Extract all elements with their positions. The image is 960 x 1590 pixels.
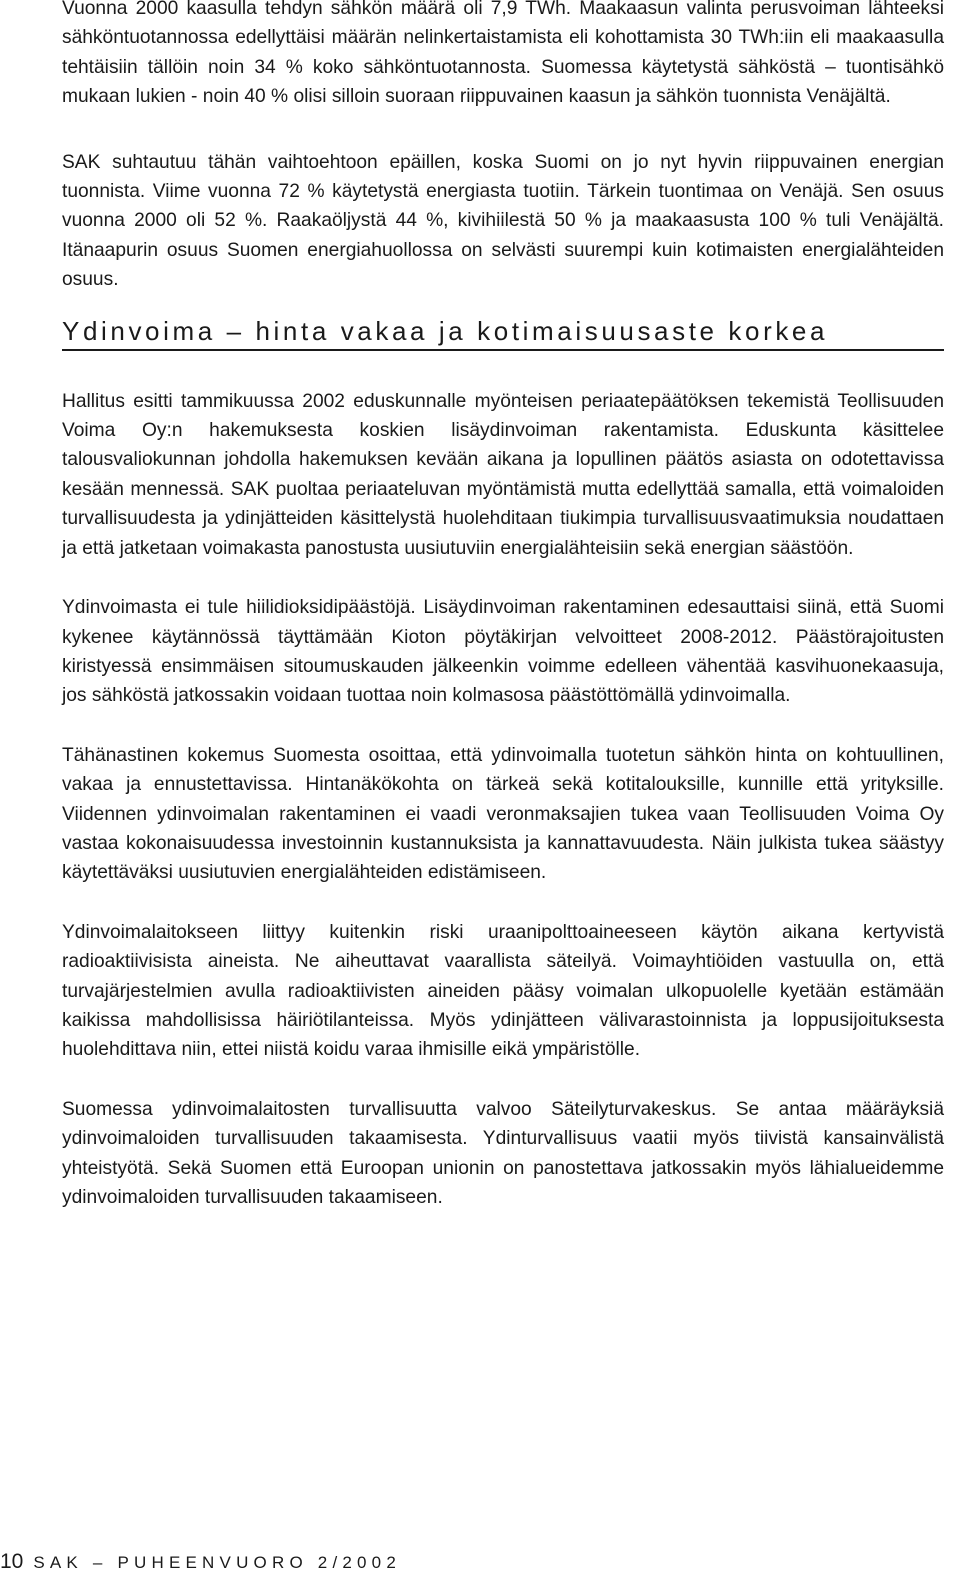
heading-underline [62, 349, 944, 351]
paragraph-gap [62, 888, 944, 918]
paragraph-gap [62, 563, 944, 593]
section-heading: Ydinvoima – hinta vakaa ja kotimaisuusaste korkea [62, 315, 829, 346]
paragraph-gap [62, 118, 944, 148]
paragraph-emissions: Ydinvoimasta ei tule hiilidioksidipäästöjä. Lisäydinvoiman rakentaminen edesauttaisi siinä, että Suomi kykenee käytännössä täyttämään Kioton pöytäkirjan velvoitteet 2008-2012. Päästörajoitusten kiristyessä ensimmäisen sitoumuskauden jälkeenkin voimme edelleen vähentää kasvihuonekaasuja, jos sähköstä jatkossakin voidaan tuottaa noin kolmasosa päästöttömällä ydinvoimalla. [62, 597, 944, 707]
paragraph-price-stability: Tähänastinen kokemus Suomesta osoittaa, että ydinvoimalla tuotetun sähkön hinta on kohtuullinen, vakaa ja ennustettavissa. Hintanäkökohta on tärkeä sekä kotitalouksille, kunnille että yrityksille. Viidennen ydinvoimalan rakentaminen ei vaadi veronmaksajien tukea vaan Teollisuuden Voima Oy vastaa kokonaisuudessa investoinnin kustannuksista ja kannattavuudesta. Näin julkista tukea säästyy käytettäväksi uusiutuvien energialähteiden edistämiseen. [62, 744, 944, 884]
paragraph-safety-supervision: Suomessa ydinvoimalaitosten turvallisuutta valvoo Säteilyturvakeskus. Se antaa määräyksiä ydinvoimaloiden turvallisuuden takaamisesta. Ydinturvallisuus vaatii myös tiivistä kansainvälistä yhteistyötä. Sekä Suomen että Euroopan unionin on panostettava jatkossakin myös lähialueidemme ydinvoimaloiden turvallisuuden takaamiseen. [62, 1098, 944, 1208]
document-page [62, 0, 944, 1212]
page-number: 10 [0, 1550, 24, 1573]
paragraph-gap [62, 1065, 944, 1095]
paragraph-gap [62, 711, 944, 741]
paragraph-gas-production: Vuonna 2000 kaasulla tehdyn sähkön määrä oli 7,9 TWh. Maakaasun valinta perusvoiman lähteeksi sähköntuotannossa edellyttäisi määrän nelinkertaistamista eli kohottamista 30 TWh:iin eli maakaasulla tehtäisiin tällöin noin 34 % koko sähköntuotannosta. Suomessa käytetystä sähköstä – tuontisähkö mukaan lukien - noin 40 % olisi silloin suoraan riippuvainen kaasun ja sähkön tuonnista Venäjältä. [62, 0, 944, 108]
paragraph-radiation-risk: Ydinvoimalaitokseen liittyy kuitenkin riski uraanipolttoaineeseen käytön aikana kertyvistä radioaktiivisista aineista. Ne aiheuttavat vaarallista säteilyä. Voimayhtiöiden vastuulla on, että turvajärjestelmien avulla radioaktiivisten aineiden pääsy voimalan ulkopuolelle kyetään estämään kaikissa mahdollisissa häiriötilanteissa. Myös ydinjätteen välivarastoinnista ja loppusijoituksesta huolehdittava niin, ettei niistä koidu varaa ihmisille eikä ympäristölle. [62, 921, 944, 1061]
paragraph-government-proposal: Hallitus esitti tammikuussa 2002 eduskunnalle myönteisen periaatepäätöksen tekemistä Teollisuuden Voima Oy:n hakemuksesta koskien lisäydinvoiman rakentamista. Eduskunta käsittelee talousvaliokunnan johdolla hakemuksen kevään aikana ja lopullinen päätös asiasta on odotettavissa kesään mennessä. SAK puoltaa periaateluvan myöntämistä mutta edellyttää samalla, että voimaloiden turvallisuudesta ja ydinjätteiden käsittelystä huolehditaan tiukimpia turvallisuusvaatimuksia noudattaen ja että jatketaan voimakasta panostusta uusiutuviin energialähteisiin sekä energian säästöön. [62, 390, 944, 559]
page-footer [0, 1548, 401, 1577]
paragraph-import-dependency: SAK suhtautuu tähän vaihtoehtoon epäillen, koska Suomi on jo nyt hyvin riippuvainen energian tuonnista. Viime vuonna 72 % käytetystä energiasta tuotiin. Tärkein tuontimaa on Venäjä. Sen osuus vuonna 2000 oli 52 %. Raakaöljystä 44 %, kivihiilestä 50 % ja maakaasusta 100 % tuli Venäjältä. Itänaapurin osuus Suomen energiahuollossa on selvästi suurempi kuin kotimaisten energialähteiden osuus. [62, 151, 944, 291]
publication-title: SAK – PUHEENVUORO 2/2002 [33, 1553, 401, 1572]
